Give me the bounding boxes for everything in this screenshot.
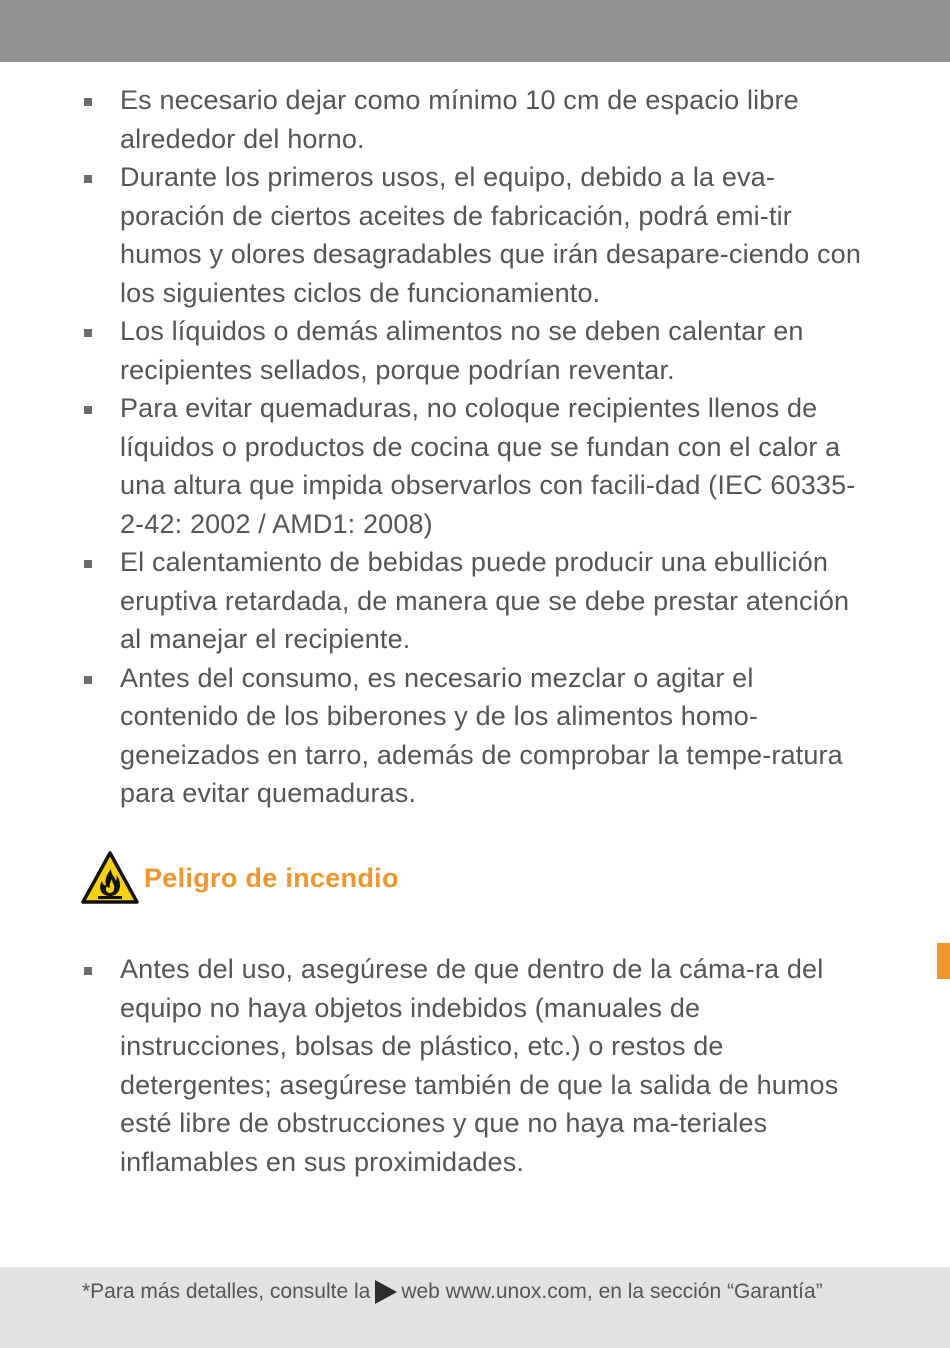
bullet-square-icon — [84, 406, 92, 414]
list-item: Para evitar quemaduras, no coloque recipientes llenos de líquidos o productos de cocina que se fundan con el calor a una altura que impida observarlos con facili-dad (IEC 60335-2-42: 2002 / AMD1: 2008) — [0, 389, 865, 543]
bullet-square-icon — [84, 329, 92, 337]
fire-hazard-icon — [80, 850, 140, 906]
fire-safety-list — [0, 950, 950, 1181]
bullet-square-icon — [84, 175, 92, 183]
list-item: Antes del uso, asegúrese de que dentro de la cáma-ra del equipo no haya objetos indebidos (manuales de instrucciones, bolsas de plástico, etc.) o restos de detergentes; asegúrese también de que la salida de humos esté libre de obstrucciones y que no haya ma-teriales inflamables en sus proximidades. — [0, 950, 865, 1181]
bullet-square-icon — [84, 560, 92, 568]
list-item: Durante los primeros usos, el equipo, debido a la eva-poración de ciertos aceites de fabricación, podrá emi-tir humos y olores desagradables que irán desapare-ciendo con los siguientes ciclos de funcionamiento. — [0, 158, 865, 312]
warning-title: Peligro de incendio — [144, 862, 399, 893]
bullet-square-icon — [84, 98, 92, 106]
footer-note — [82, 1280, 823, 1304]
list-item: Es necesario dejar como mínimo 10 cm de espacio libre alrededor del horno. — [0, 81, 865, 158]
play-icon — [375, 1280, 397, 1304]
bullet-square-icon — [84, 676, 92, 684]
fire-warning-heading — [80, 850, 399, 906]
list-item: Los líquidos o demás alimentos no se deben calentar en recipientes sellados, porque podrían reventar. — [0, 312, 865, 389]
bullet-square-icon — [84, 967, 92, 975]
list-item: El calentamiento de bebidas puede producir una ebullición eruptiva retardada, de manera que se debe prestar atención al manejar el recipiente. — [0, 543, 865, 659]
list-item: Antes del consumo, es necesario mezclar o agitar el contenido de los biberones y de los alimentos homo-geneizados en tarro, además de comprobar la tempe-ratura para evitar quemaduras. — [0, 659, 865, 813]
footer-text-before: *Para más detalles, consulte la — [82, 1280, 371, 1303]
safety-list — [0, 81, 950, 813]
header-bar — [0, 0, 950, 62]
footer-text-after: web www.unox.com, en la sección “Garantía” — [401, 1280, 823, 1303]
